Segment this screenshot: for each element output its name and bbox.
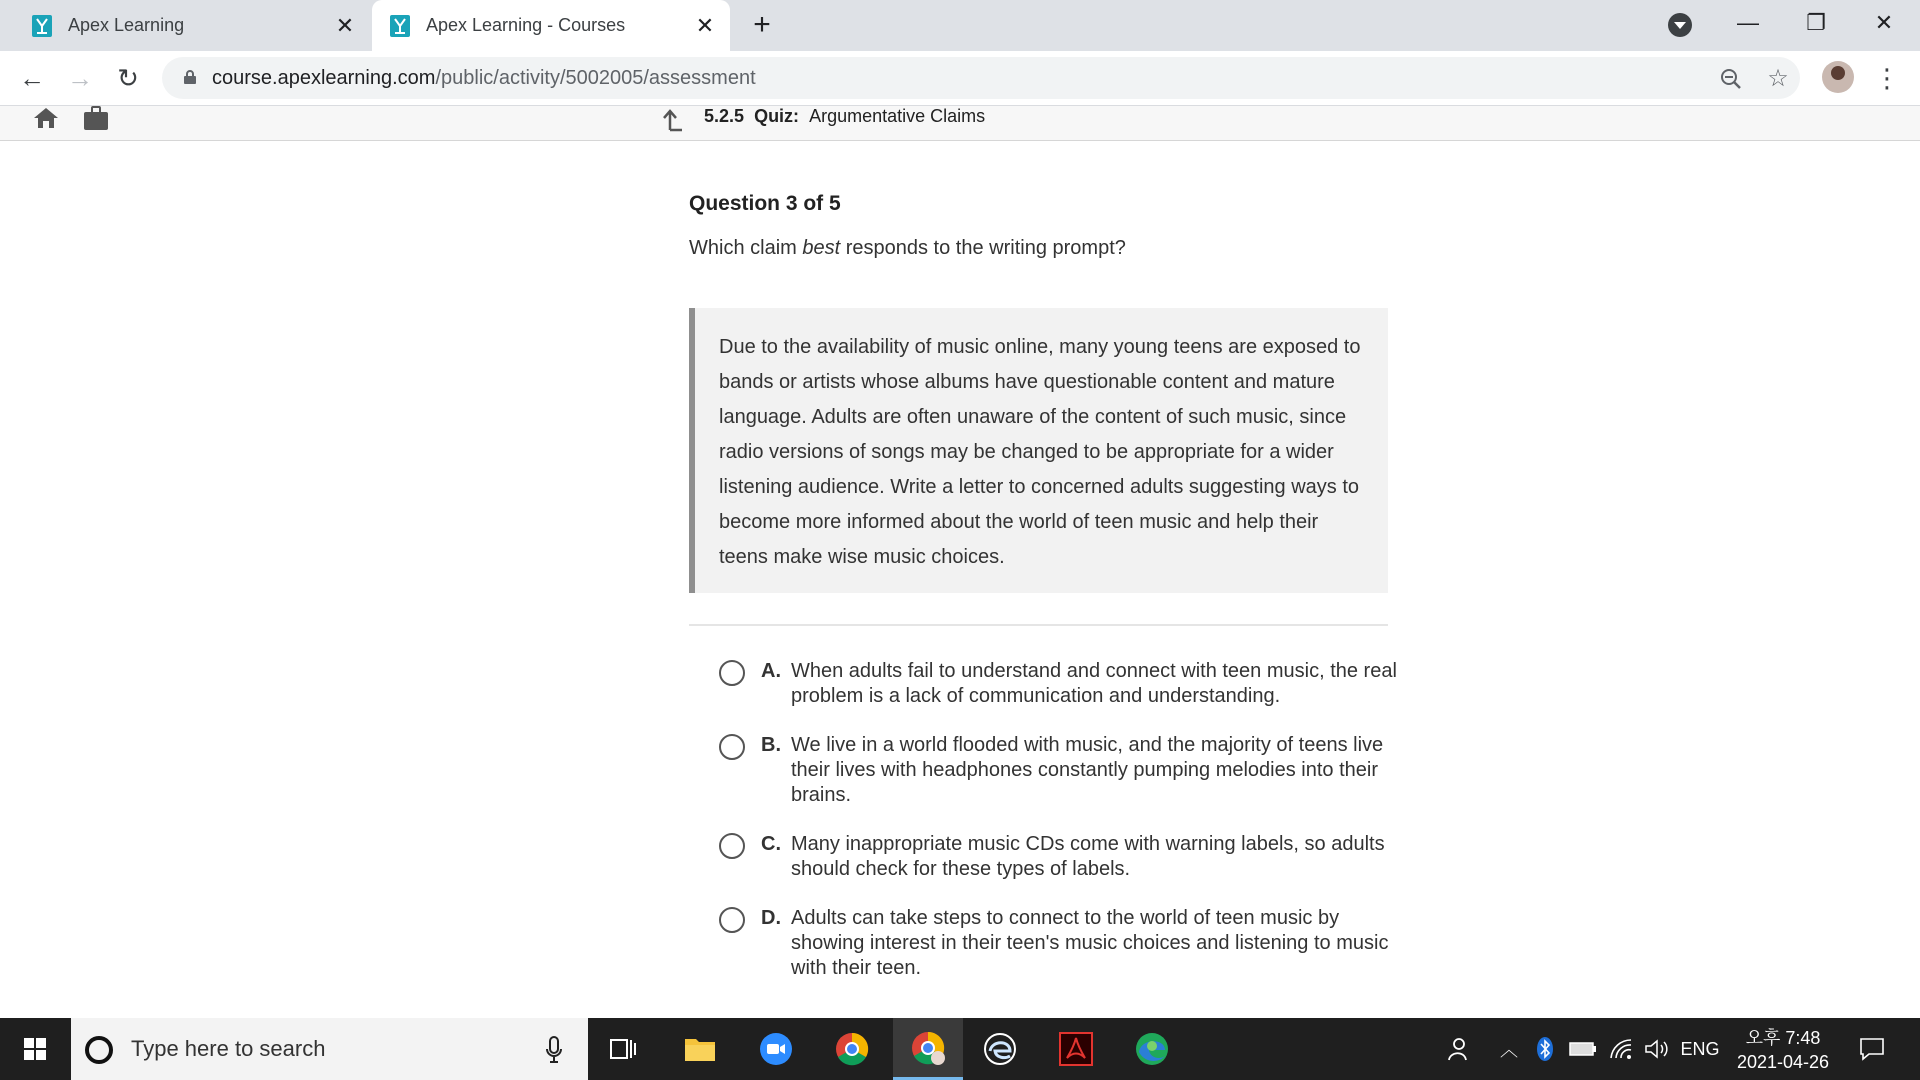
reload-icon[interactable]: ↻ [117, 63, 139, 93]
section-number: 5.2.5 [704, 106, 745, 126]
url-path: /public/activity/5002005/assessment [435, 67, 756, 89]
wifi-icon[interactable] [1604, 1018, 1638, 1080]
windows-start-icon[interactable] [0, 1018, 70, 1080]
volume-icon[interactable] [1640, 1018, 1674, 1080]
taskbar-search-input[interactable] [71, 1018, 588, 1080]
radio-button[interactable] [719, 734, 745, 760]
lock-icon [184, 70, 196, 84]
people-icon[interactable] [1438, 1018, 1478, 1080]
home-icon[interactable] [32, 106, 60, 132]
apex-logo-icon [390, 15, 410, 37]
url-text [212, 67, 756, 90]
new-tab-icon[interactable]: + [753, 8, 771, 41]
browser-toolbar [0, 51, 1920, 106]
acrobat-icon[interactable] [1041, 1018, 1111, 1080]
tab-search-icon[interactable] [1668, 13, 1692, 37]
option-text: When adults fail to understand and connect with teen music, the real problem is a lack of communication and understanding. [791, 660, 1397, 707]
minimize-icon[interactable]: — [1737, 10, 1759, 35]
edge-icon[interactable] [1117, 1018, 1187, 1080]
search-placeholder: Type here to search [131, 1036, 326, 1061]
answer-option-a[interactable] [719, 659, 1399, 709]
quiz-breadcrumb [704, 106, 985, 127]
tab-apex-learning-courses[interactable] [372, 0, 730, 51]
url-domain: course.apexlearning.com [212, 67, 436, 89]
option-letter: D. [761, 907, 781, 929]
chrome-icon[interactable] [817, 1018, 887, 1080]
option-letter: B. [761, 734, 781, 756]
zoom-icon[interactable] [1718, 66, 1744, 92]
option-letter: A. [761, 660, 781, 682]
file-explorer-icon[interactable] [665, 1018, 735, 1080]
close-tab-icon[interactable]: ✕ [695, 12, 715, 38]
tab-title: Apex Learning - Courses [426, 15, 626, 35]
up-arrow-icon[interactable] [660, 106, 684, 132]
writing-prompt [689, 308, 1388, 593]
notifications-icon[interactable] [1852, 1018, 1892, 1080]
radio-button[interactable] [719, 833, 745, 859]
close-window-icon[interactable]: ✕ [1874, 10, 1894, 35]
back-icon[interactable]: ← [19, 63, 45, 93]
briefcase-icon[interactable] [82, 106, 110, 132]
option-text: Adults can take steps to connect to the world of teen music by showing interest in their teen's music choices and listening to music with their teen. [791, 907, 1389, 979]
question-text-emphasis: best [802, 237, 841, 259]
cortana-icon [85, 1036, 113, 1064]
edge-legacy-icon[interactable] [965, 1018, 1035, 1080]
option-letter: C. [761, 833, 781, 855]
input-language[interactable]: ENG [1680, 1038, 1720, 1059]
avatar[interactable] [1822, 61, 1854, 93]
clock-time: 오후 7:48 [1745, 1028, 1821, 1048]
answer-option-c[interactable] [719, 832, 1399, 882]
question-title: Question 3 of 5 [689, 192, 841, 215]
question-text-after: responds to the writing prompt? [840, 237, 1126, 259]
divider [689, 624, 1388, 626]
tab-apex-learning[interactable] [0, 0, 370, 51]
chrome-profile-icon[interactable] [893, 1018, 963, 1080]
forward-icon[interactable]: → [67, 63, 93, 93]
question-text [689, 237, 1126, 260]
quiz-title: Argumentative Claims [809, 106, 986, 126]
course-header [0, 106, 1920, 141]
task-view-icon[interactable] [588, 1018, 658, 1080]
zoom-app-icon[interactable] [741, 1018, 811, 1080]
bookmark-star-icon[interactable]: ☆ [1767, 65, 1789, 92]
bluetooth-icon[interactable] [1530, 1018, 1560, 1080]
microphone-icon[interactable] [545, 1036, 563, 1064]
clock-date: 2021-04-26 [1736, 1052, 1830, 1072]
question-text-before: Which claim [689, 237, 803, 259]
tab-strip [0, 0, 1920, 51]
apex-logo-icon [32, 15, 52, 37]
radio-button[interactable] [719, 660, 745, 686]
answer-option-b[interactable] [719, 733, 1399, 808]
more-menu-icon[interactable]: ⋮ [1874, 63, 1900, 93]
writing-prompt-text: Due to the availability of music online, many young teens are exposed to bands or artists whose albums have questionable content and mature language. Adults are often unaware of the content of such music, since radio versions of songs may be changed to be appropriate for a wider listening audience. Write a letter to concerned adults suggesting ways to become more informed about the world of teen music and help their teens make wise music choices. [719, 336, 1361, 568]
clock[interactable] [1728, 1026, 1838, 1074]
battery-icon[interactable] [1566, 1018, 1600, 1080]
option-text: Many inappropriate music CDs come with warning labels, so adults should check for these types of labels. [791, 833, 1385, 880]
tab-title: Apex Learning [68, 15, 185, 35]
quiz-label: Quiz: [754, 106, 800, 126]
show-hidden-icons-icon[interactable]: ︿ [1500, 1040, 1518, 1060]
option-text: We live in a world flooded with music, and the majority of teens live their lives with headphones constantly pumping melodies into their brains. [791, 734, 1384, 806]
close-tab-icon[interactable]: ✕ [335, 12, 355, 38]
radio-button[interactable] [719, 907, 745, 933]
answer-option-d[interactable] [719, 906, 1399, 981]
restore-icon[interactable]: ❐ [1806, 10, 1826, 35]
address-bar[interactable] [162, 57, 1800, 99]
windows-taskbar [0, 1018, 1920, 1080]
